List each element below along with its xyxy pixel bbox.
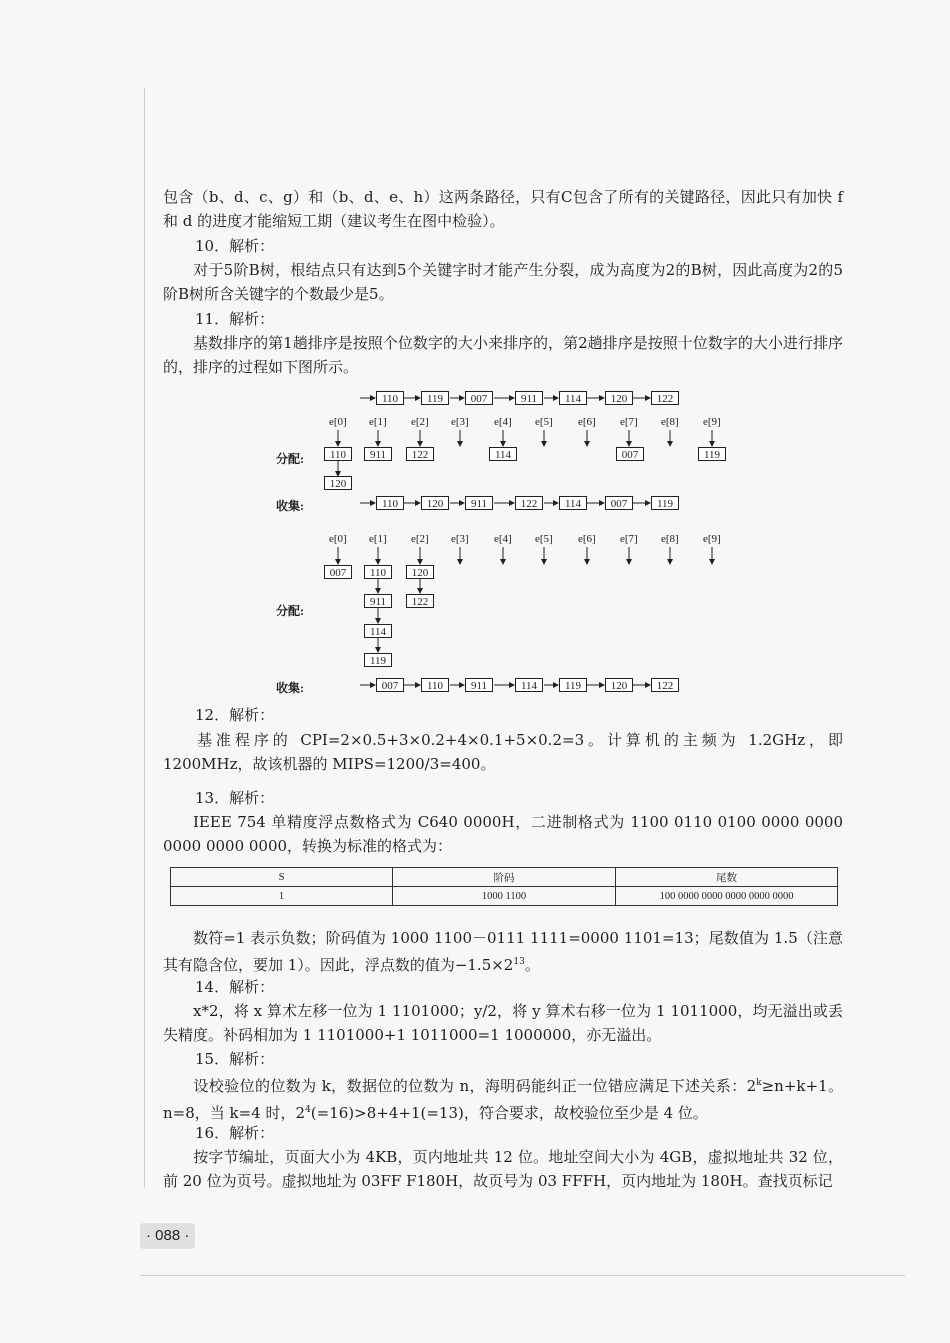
distribute-label: 分配: (276, 604, 304, 618)
q12-body (163, 728, 843, 776)
bucket-label: e[7] (620, 533, 638, 545)
collected-key: 119 (651, 496, 679, 510)
bucket-label: e[6] (578, 416, 596, 428)
bucket-label: e[8] (661, 533, 679, 545)
q16-body (163, 1145, 843, 1193)
table-header: 尾数 (616, 868, 838, 887)
radix-sort-diagram (250, 380, 770, 700)
bucket-label: e[4] (494, 416, 512, 428)
collected-key: 122 (515, 496, 543, 510)
initial-key: 120 (605, 391, 633, 405)
q13-result (163, 926, 843, 977)
collected-key: 911 (465, 496, 493, 510)
bucket-key: 120 (324, 476, 352, 490)
q13-result-text: 数符=1 表示负数；阶码值为 1000 1100－0111 1111=0000 1101=13；尾数值为 1.5（注意其有隐含位，要加 1）。因此，浮点数的值为−1.5×2 (163, 929, 843, 974)
footer-divider (140, 1275, 905, 1276)
collected-key: 120 (421, 496, 449, 510)
collected-key: 120 (605, 678, 633, 692)
q10-heading: 10．解析： (195, 237, 275, 255)
bucket-label: e[9] (703, 533, 721, 545)
q11-body (163, 331, 843, 379)
bucket-label: e[6] (578, 533, 596, 545)
collected-key: 119 (559, 678, 587, 692)
bucket-label: e[2] (411, 416, 429, 428)
collected-key: 911 (465, 678, 493, 692)
q11-heading: 11．解析： (195, 310, 275, 328)
collected-key: 110 (421, 678, 449, 692)
bucket-label: e[5] (535, 533, 553, 545)
bucket-key: 122 (406, 594, 434, 608)
q10-body (163, 258, 843, 306)
bucket-label: e[3] (451, 533, 469, 545)
initial-key: 007 (465, 391, 493, 405)
collected-key: 114 (559, 496, 587, 510)
collect-label: 收集: (276, 499, 304, 513)
table-cell-sign: 1 (171, 887, 393, 906)
q15-sup-b: 4 (305, 1105, 311, 1115)
bucket-label: e[1] (369, 416, 387, 428)
bucket-key: 110 (324, 447, 352, 461)
table-header: S (171, 868, 393, 887)
q15-text-a: 设校验位的位数为 k，数据位的位数为 n，海明码能纠正一位错应满足下述关系：2 (193, 1077, 757, 1095)
bucket-key: 120 (406, 565, 434, 579)
q15-sup-a: k (756, 1078, 762, 1088)
collected-key: 122 (651, 678, 679, 692)
q10-text: 对于5阶B树，根结点只有达到5个关键字时才能产生分裂，成为高度为2的B树，因此高度为2的5阶B树所含关键字的个数最少是5。 (163, 261, 843, 303)
table-header: 阶码 (393, 868, 616, 887)
q14-text: x*2，将 x 算术左移一位为 1 1101000；y/2，将 y 算术右移一位为 1 1011000，均无溢出或丢失精度。补码相加为 1 1101000+1 1011000=1 1000000，亦无溢出。 (163, 1002, 843, 1044)
binding-line (144, 88, 145, 1188)
collect-label: 收集: (276, 681, 304, 695)
bucket-label: e[7] (620, 416, 638, 428)
initial-key: 114 (559, 391, 587, 405)
q13-end: 。 (524, 956, 540, 974)
bucket-key: 911 (364, 447, 392, 461)
q15-heading: 15．解析： (195, 1050, 275, 1068)
q14-heading: 14．解析： (195, 978, 275, 996)
bucket-key: 110 (364, 565, 392, 579)
q13-exponent: 13 (513, 957, 525, 967)
q11-text: 基数排序的第1趟排序是按照个位数字的大小来排序的，第2趟排序是按照十位数字的大小进行排序的，排序的过程如下图所示。 (163, 334, 843, 376)
q13-heading: 13．解析： (195, 789, 275, 807)
table-cell-exponent: 1000 1100 (393, 887, 616, 906)
bucket-key: 114 (364, 624, 392, 638)
table-header-row (171, 868, 838, 887)
q16-text: 按字节编址，页面大小为 4KB，页内地址共 12 位。地址空间大小为 4GB，虚拟地址共 32 位，前 20 位为页号。虚拟地址为 03FF F180H，故页号为 03 FFFH，页内地址为 180H。查找页标记 (163, 1148, 843, 1190)
bucket-key: 007 (324, 565, 352, 579)
q14-body (163, 999, 843, 1047)
bucket-label: e[2] (411, 533, 429, 545)
distribute-label: 分配: (276, 452, 304, 466)
bucket-label: e[3] (451, 416, 469, 428)
initial-key: 119 (421, 391, 449, 405)
initial-key: 122 (651, 391, 679, 405)
float-format-table (170, 867, 838, 906)
collected-key: 114 (515, 678, 543, 692)
bucket-key: 114 (489, 447, 517, 461)
table-row (171, 887, 838, 906)
q13-body (163, 810, 843, 858)
q15-text-b: ≥n+k+1。n=8，当 k=4 时，2 (163, 1077, 844, 1122)
q15-text-c: (=16)>8+4+1(=13)，符合要求，故校验位至少是 4 位。 (310, 1104, 708, 1122)
bucket-label: e[0] (329, 533, 347, 545)
bucket-key: 119 (364, 653, 392, 667)
bucket-key: 119 (698, 447, 726, 461)
bucket-label: e[5] (535, 416, 553, 428)
initial-key: 110 (376, 391, 404, 405)
bucket-key: 911 (364, 594, 392, 608)
bucket-key: 122 (406, 447, 434, 461)
initial-key: 911 (515, 391, 543, 405)
paragraph-critical-path: 包含（b、d、c、g）和（b、d、e、h）这两条路径，只有C包含了所有的关键路径，因此只有加快 f 和 d 的进度才能缩短工期（建议考生在图中检验）。 (163, 188, 843, 230)
bucket-label: e[9] (703, 416, 721, 428)
bucket-key: 007 (616, 447, 644, 461)
bucket-label: e[1] (369, 533, 387, 545)
bucket-label: e[0] (329, 416, 347, 428)
q12-text: 基准程序的 CPI=2×0.5+3×0.2+4×0.1+5×0.2=3。计算机的主频为 1.2GHz，即 1200MHz，故该机器的 MIPS=1200/3=400。 (163, 731, 843, 773)
collected-key: 007 (376, 678, 404, 692)
q12-heading: 12．解析： (195, 706, 275, 724)
collected-key: 110 (376, 496, 404, 510)
q13-text: IEEE 754 单精度浮点数格式为 C640 0000H，二进制格式为 1100 0110 0100 0000 0000 0000 0000 0000，转换为标准的格式为： (163, 813, 843, 855)
bucket-label: e[8] (661, 416, 679, 428)
bucket-label: e[4] (494, 533, 512, 545)
collected-key: 007 (605, 496, 633, 510)
q16-heading: 16．解析： (195, 1124, 275, 1142)
page-number: · 088 · (140, 1223, 195, 1249)
q15-body (163, 1071, 843, 1125)
table-cell-mantissa: 100 0000 0000 0000 0000 0000 (616, 887, 838, 906)
